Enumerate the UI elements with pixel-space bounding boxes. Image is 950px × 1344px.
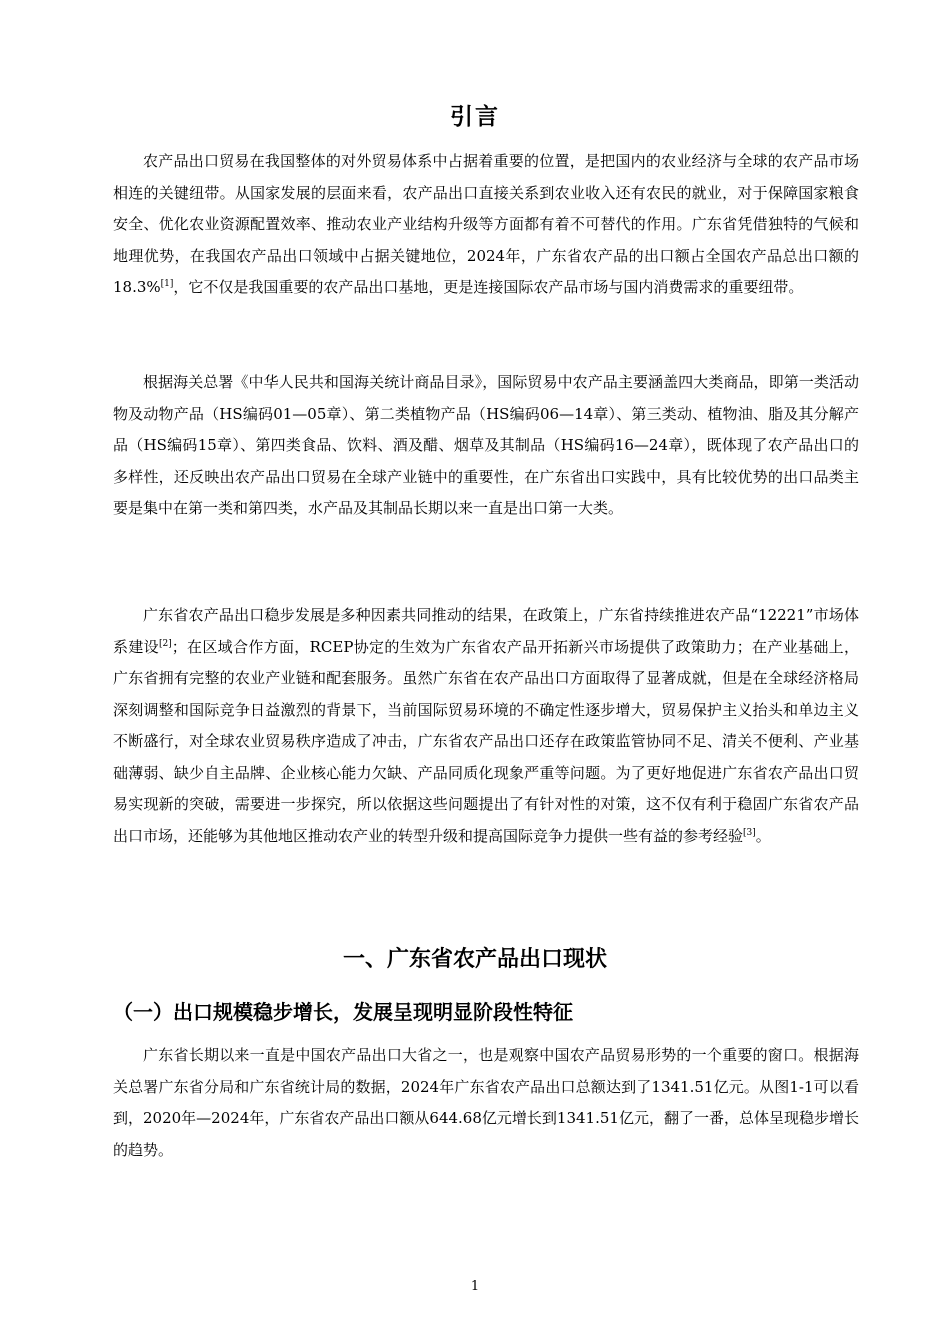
intro-paragraph-1 (113, 146, 859, 304)
paragraph-text: 广东省农产品出口稳步发展是多种因素共同推动的结果，在政策上，广东省持续推进农产品“12221”市场体系建设 (113, 606, 859, 656)
section-paragraph (113, 1040, 859, 1166)
section-heading: 一、广东省农产品出口现状 (342, 947, 607, 972)
paragraph-text: 。 (755, 826, 771, 845)
paragraph-text: 广东省长期以来一直是中国农产品出口大省之一，也是观察中国农产品贸易形势的一个重要的窗口。根据海关总署广东省分局和广东省统计局的数据，2024年广东省农产品出口总额达到了1341.51亿元。从图1-1可以看到，2020年—2024年，广东省农产品出口额从644.68亿元增长到1341.51亿元，翻了一番，总体呈现稳步增长的趋势。 (113, 1046, 859, 1159)
paragraph-text: ，它不仅是我国重要的农产品出口基地，更是连接国际农产品市场与国内消费需求的重要纽带。 (173, 278, 804, 296)
intro-paragraph-2 (113, 367, 859, 525)
page-number: 1 (470, 1279, 480, 1294)
intro-paragraph-3 (113, 600, 859, 852)
citation-ref: [2] (158, 638, 172, 649)
citation-ref: [1] (160, 279, 174, 289)
paragraph-text: ；在区域合作方面，RCEP协定的生效为广东省农产品开拓新兴市场提供了政策助力；在产业基础上，广东省拥有完整的农业产业链和配套服务。虽然广东省在农产品出口方面取得了显著成就，但是在全球经济格局深刻调整和国际竞争日益激烈的背景下，当前国际贸易环境的不确定性逐步增大，贸易保护主义抬头和单边主义不断盛行，对全球农业贸易秩序造成了冲击，广东省农产品出口还存在政策监管协同不足、清关不便利、产业基础薄弱、缺少自主品牌、企业核心能力欠缺、产品同质化现象严重等问题。为了更好地促进广东省农产品出口贸易实现新的突破，需要进一步探究，所以依据这些问题提出了有针对性的对策，这不仅有利于稳固广东省农产品出口市场，还能够为其他地区推动农产业的转型升级和提高国际竞争力提供一些有益的参考经验 (113, 637, 859, 845)
page-title: 引言 (450, 104, 500, 130)
paragraph-text: 根据海关总署《中华人民共和国海关统计商品目录》，国际贸易中农产品主要涵盖四大类商品，即第一类活动物及动物产品（HS编码01—05章）、第二类植物产品（HS编码06—14章）、第三类动、植物油、脂及其分解产品（HS编码15章）、第四类食品、饮料、酒及醋、烟草及其制品（HS编码16—24章），既体现了农产品出口的多样性，还反映出农产品出口贸易在全球产业链中的重要性，在广东省出口实践中，具有比较优势的出口品类主要是集中在第一类和第四类，水产品及其制品长期以来一直是出口第一大类。 (113, 373, 859, 517)
paragraph-text: 农产品出口贸易在我国整体的对外贸易体系中占据着重要的位置，是把国内的农业经济与全球的农产品市场相连的关键纽带。从国家发展的层面来看，农产品出口直接关系到农业收入还有农民的就业，对于保障国家粮食安全、优化农业资源配置效率、推动农业产业结构升级等方面都有着不可替代的作用。广东省凭借独特的气候和地理优势，在我国农产品出口领域中占据关键地位，2024年，广东省农产品的出口额占全国农产品总出口额的18.3% (113, 152, 859, 296)
citation-ref: [3] (743, 827, 756, 838)
subsection-heading: （一）出口规模稳步增长，发展呈现明显阶段性特征 (113, 1000, 573, 1024)
